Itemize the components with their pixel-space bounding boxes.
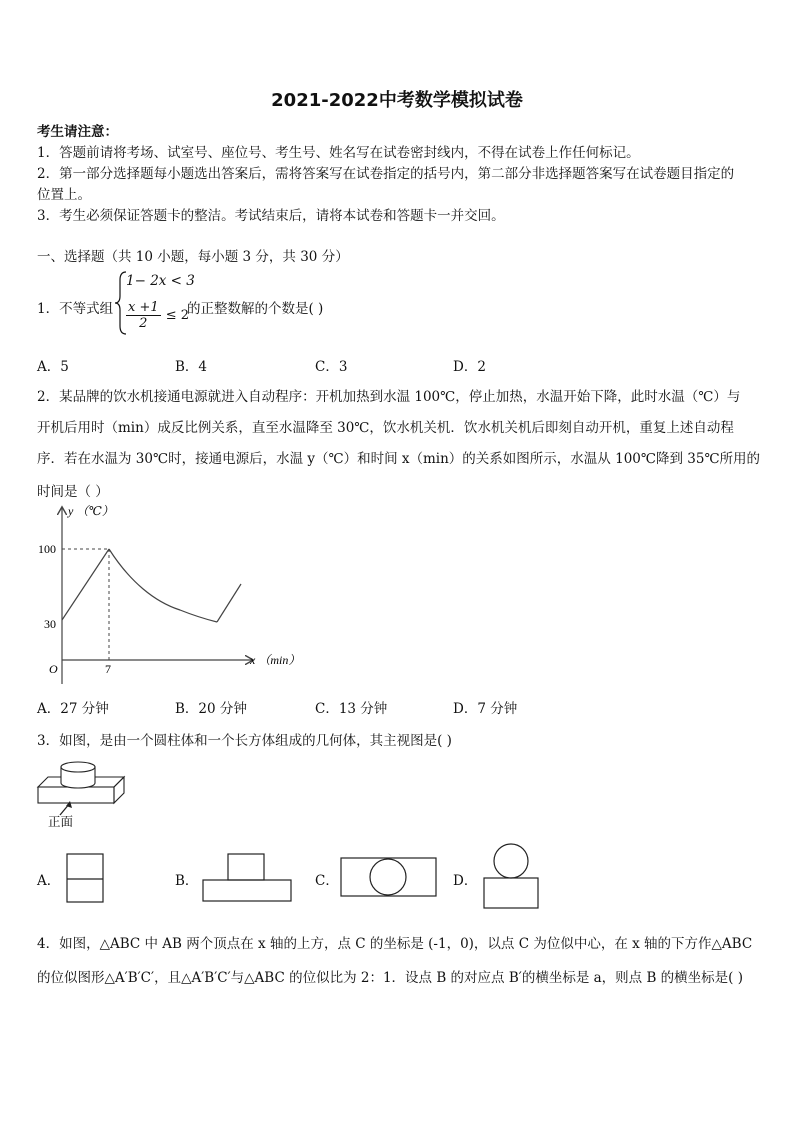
- notice-item: 3．考生必须保证答题卡的整洁。考试结束后，请将本试卷和答题卡一并交回。: [37, 208, 505, 224]
- q1-inequality-2: [126, 300, 189, 331]
- q1-suffix: 的正整数解的个数是( ): [187, 301, 324, 317]
- q4-line: 4．如图，△ABC 中 AB 两个顶点在 x 轴的上方，点 C 的坐标是 (-1，0)，以点 C 为位似中心，在 x 轴的下方作△ABC: [37, 936, 753, 952]
- q2-line: 2．某品牌的饮水机接通电源就进入自动程序：开机加热到水温 100℃，停止加热，水温开始下降，此时水温（℃）与: [37, 389, 741, 405]
- section-heading: 一、选择题（共 10 小题，每小题 3 分，共 30 分）: [37, 249, 349, 265]
- x-axis-label: x （min）: [250, 653, 301, 667]
- q1-inequality-2-tail: ≤ 2: [165, 308, 190, 323]
- q3-option-a-figure[interactable]: [66, 852, 106, 904]
- notice-item: 2．第一部分选择题每小题选出答案后，需将答案写在试卷指定的括号内，第二部分非选择题答案写在试卷题目指定的: [37, 166, 735, 182]
- heating-line: [62, 549, 109, 620]
- q3-option-c-figure[interactable]: [339, 856, 439, 900]
- q1-option-b[interactable]: B．4: [175, 359, 208, 375]
- q2-line: 序．若在水温为 30℃时，接通电源后，水温 y（℃）和时间 x（min）的关系如图所示，水温从 100℃降到 35℃所用的: [37, 451, 761, 467]
- q2-option-b[interactable]: B．20 分钟: [175, 701, 247, 717]
- q3-option-a[interactable]: A．: [37, 873, 61, 889]
- q2-option-a[interactable]: A．27 分钟: [37, 701, 109, 717]
- reheating-line: [217, 584, 241, 622]
- q1-option-d[interactable]: D．2: [453, 359, 486, 375]
- q3-option-c[interactable]: C．: [315, 873, 339, 889]
- q1-option-a[interactable]: A．5: [37, 359, 69, 375]
- notice-item: 位置上。: [37, 187, 91, 203]
- q1-fraction-numerator: x +1: [128, 300, 159, 315]
- q2-option-d[interactable]: D．7 分钟: [453, 701, 518, 717]
- cooling-curve: [109, 549, 217, 622]
- q3-option-d-figure[interactable]: [482, 842, 542, 910]
- q2-option-c[interactable]: C．13 分钟: [315, 701, 388, 717]
- q2-line: 开机后用时（min）成反比例关系，直至水温降至 30℃，饮水机关机．饮水机关机后即刻自动开机，重复上述自动程: [37, 420, 734, 436]
- page-title: 2021-2022中考数学模拟试卷: [271, 90, 523, 111]
- q1-option-c[interactable]: C．3: [315, 359, 348, 375]
- q3-option-d[interactable]: D．: [453, 873, 478, 889]
- origin-label: O: [49, 662, 58, 676]
- q2-temperature-graph: [30, 502, 305, 692]
- q3-option-b-figure[interactable]: [202, 852, 294, 904]
- front-view-label: 正面: [48, 814, 74, 829]
- q1-fraction-denominator: 2: [139, 316, 148, 331]
- q1-prefix: 1．不等式组: [37, 301, 114, 317]
- y-axis-label: y （℃）: [68, 504, 114, 518]
- notice-item: 1．答题前请将考场、试室号、座位号、考生号、姓名写在试卷密封线内，不得在试卷上作任何标记。: [37, 145, 640, 161]
- notice-heading: 考生请注意：: [37, 124, 118, 140]
- q3-text: 3．如图，是由一个圆柱体和一个长方体组成的几何体，其主视图是( ): [37, 733, 452, 749]
- y-tick-30: 30: [44, 617, 56, 631]
- q1-inequality-1: 1− 2x < 3: [126, 273, 195, 289]
- y-tick-100: 100: [38, 542, 56, 556]
- q4-line: 的位似图形△A′B′C′，且△A′B′C′与△ABC 的位似比为 2：1．设点 B 的对应点 B′的横坐标是 a，则点 B 的横坐标是( ): [37, 970, 743, 986]
- x-tick-7: 7: [105, 662, 111, 676]
- q2-line: 时间是（ ）: [37, 484, 109, 500]
- q3-option-b[interactable]: B．: [175, 873, 199, 889]
